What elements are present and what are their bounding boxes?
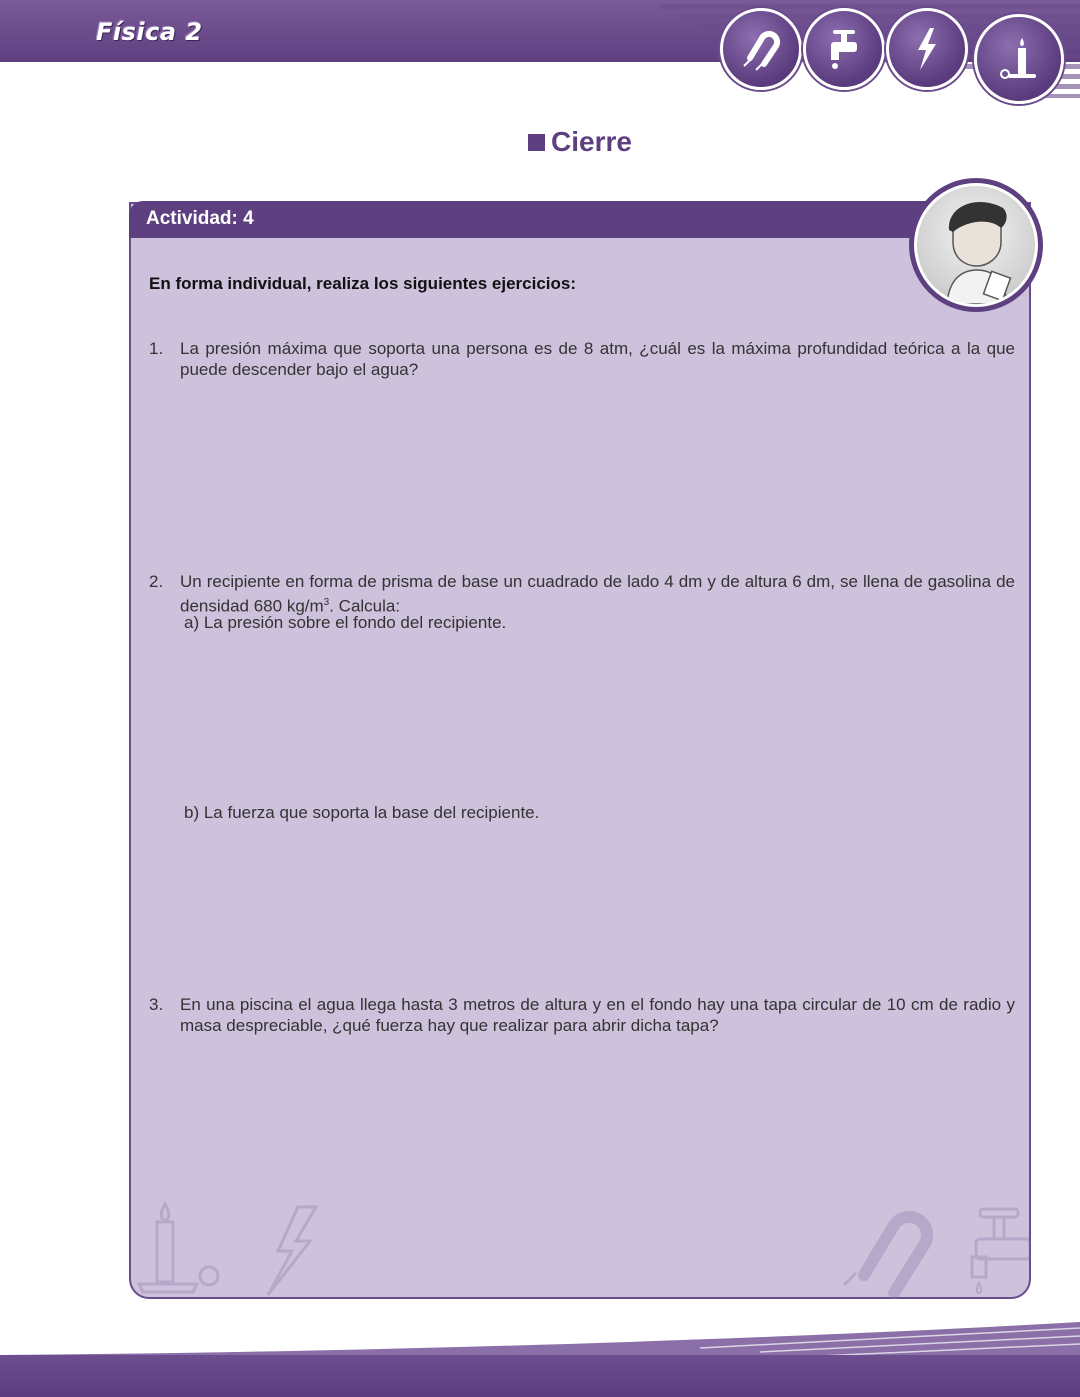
faucet-watermark-icon <box>966 1205 1030 1297</box>
candle-icon <box>974 14 1064 104</box>
question-text-main: Un recipiente en forma de prisma de base un cuadrado de lado 4 dm y de altura 6 dm, se llena de gasolina de densidad 680 kg/m <box>180 572 1015 616</box>
section-title <box>528 126 632 158</box>
question-1 <box>149 338 1015 380</box>
question-text: La presión máxima que soporta una persona es de 8 atm, ¿cuál es la máxima profundidad teórica a la que puede descender bajo el agua? <box>180 339 1015 379</box>
lightning-watermark-icon <box>262 1205 322 1297</box>
lightning-icon <box>886 8 968 90</box>
question-2-part-a: a) La presión sobre el fondo del recipiente. <box>184 613 507 632</box>
magnet-watermark-icon <box>838 1205 933 1300</box>
header-title: Física 2 <box>96 18 203 46</box>
faucet-icon <box>803 8 885 90</box>
question-2-part-b: b) La fuerza que soporta la base del recipiente. <box>184 803 540 822</box>
section-square-icon <box>528 134 545 151</box>
question-text <box>180 571 1015 617</box>
superscript: 3 <box>323 597 330 608</box>
question-number: 3. <box>149 995 164 1014</box>
footer-band <box>0 1355 1080 1397</box>
question-2 <box>149 571 1015 617</box>
activity-header <box>129 201 1031 238</box>
question-text: En una piscina el agua llega hasta 3 metros de altura y en el fondo hay una tapa circular de 10 cm de radio y masa despreciable, ¿qué fuerza hay que realizar para abrir dicha tapa? <box>180 995 1015 1035</box>
footer-swoosh-decoration <box>0 1318 1080 1358</box>
question-number: 1. <box>149 339 164 358</box>
candle-watermark-icon <box>135 1200 225 1295</box>
student-avatar-image <box>914 183 1038 307</box>
question-number: 2. <box>149 572 164 591</box>
section-title-text: Cierre <box>551 126 632 157</box>
activity-instructions: En forma individual, realiza los siguientes ejercicios: <box>149 274 577 293</box>
question-3 <box>149 994 1015 1036</box>
activity-label: Actividad: 4 <box>146 208 254 229</box>
question-text-end: . Calcula: <box>329 596 401 616</box>
student-avatar <box>909 178 1043 312</box>
magnet-icon <box>720 8 802 90</box>
